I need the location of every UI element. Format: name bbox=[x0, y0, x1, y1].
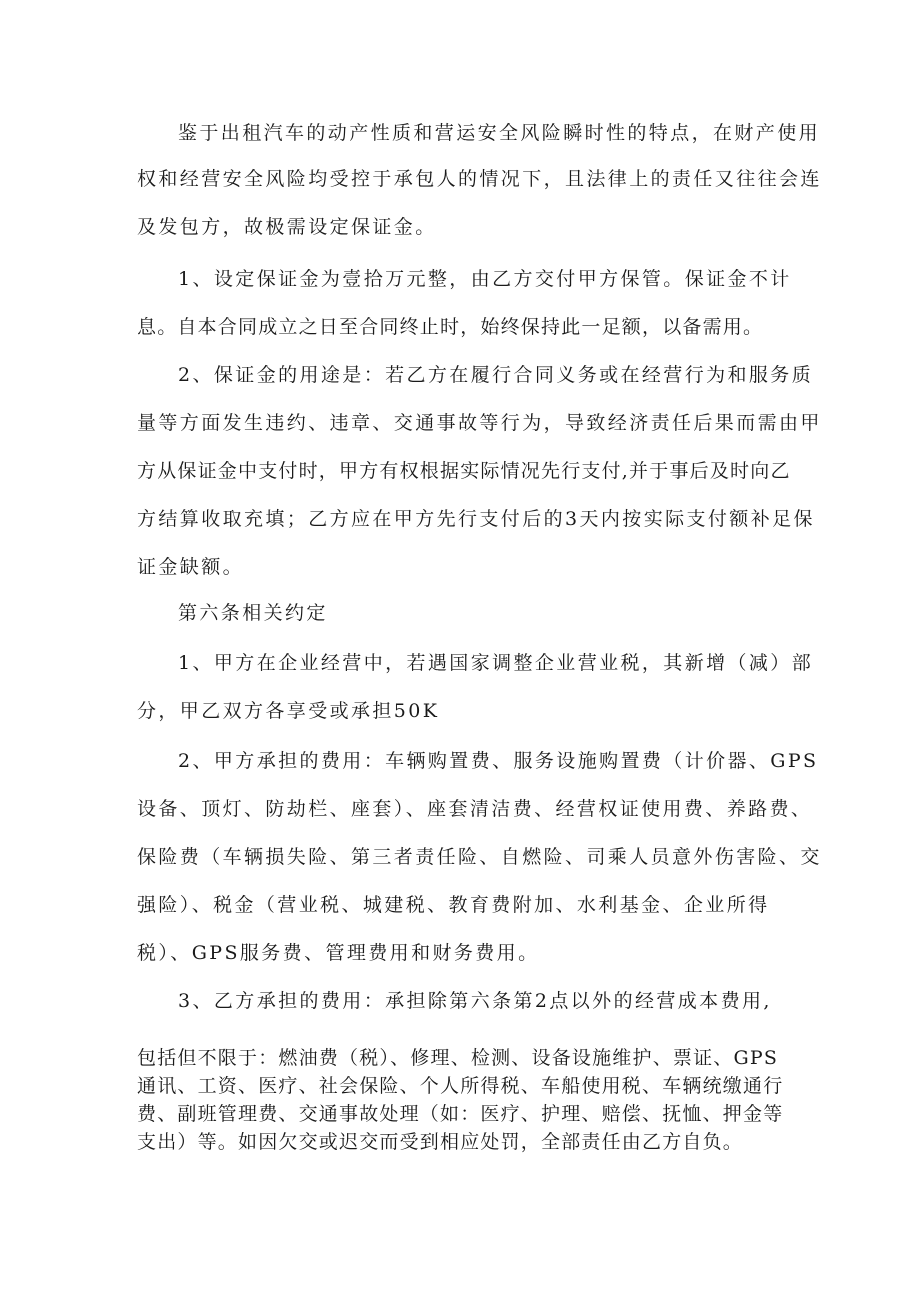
text-line-10: 证金缺额。 bbox=[137, 556, 245, 578]
text-line-6: 2、保证金的用途是：若乙方在履行合同义务或在经营行为和服务质 bbox=[178, 364, 814, 386]
text-line-19: 3、乙方承担的费用：承担除第六条第2点以外的经营成本费用, bbox=[178, 990, 772, 1012]
text-line-16: 保险费（车辆损失险、第三者责任险、自燃险、司乘人员意外伤害险、交 bbox=[137, 846, 822, 868]
text-line-17: 强险）、税金（营业税、城建税、教育费附加、水利基金、企业所得 bbox=[137, 894, 770, 916]
text-line-8: 方从保证金中支付时，甲方有权根据实际情况先行支付,并于事后及时向乙 bbox=[137, 460, 791, 482]
text-line-21: 通讯、工资、医疗、社会保险、个人所得税、车船使用税、车辆统缴通行 bbox=[137, 1075, 784, 1097]
text-line-5: 息。自本合同成立之日至合同终止时，始终保持此一足额，以备需用。 bbox=[137, 316, 764, 338]
section-heading: 第六条相关约定 bbox=[178, 602, 328, 624]
text-line-14: 2、甲方承担的费用：车辆购置费、服务设施购置费（计价器、GPS bbox=[178, 750, 819, 772]
text-line-2: 权和经营安全风险均受控于承包人的情况下，且法律上的责任又往往会连 bbox=[137, 168, 822, 190]
text-line-18: 税）、GPS服务费、管理费用和财务费用。 bbox=[137, 942, 540, 964]
text-line-20: 包括但不限于：燃油费（税）、修理、检测、设备设施维护、票证、GPS bbox=[137, 1047, 779, 1069]
text-line-4: 1、设定保证金为壹拾万元整，由乙方交付甲方保管。保证金不计 bbox=[178, 268, 792, 290]
text-line-22: 费、副班管理费、交通事故处理（如：医疗、护理、赔偿、抚恤、押金等 bbox=[137, 1103, 784, 1125]
text-line-7: 量等方面发生违约、违章、交通事故等行为，导致经济责任后果而需由甲 bbox=[137, 412, 822, 434]
text-line-1: 鉴于出租汽车的动产性质和营运安全风险瞬时性的特点，在财产使用 bbox=[178, 122, 821, 144]
text-line-3: 及发包方，故极需设定保证金。 bbox=[137, 216, 437, 238]
text-line-23: 支出）等。如因欠交或迟交而受到相应处罚，全部责任由乙方自负。 bbox=[137, 1131, 744, 1153]
text-line-13: 分，甲乙双方各享受或承担50K bbox=[137, 700, 440, 722]
text-line-12: 1、甲方在企业经营中，若遇国家调整企业营业税，其新增（减）部 bbox=[178, 652, 814, 674]
text-line-15: 设备、顶灯、防劫栏、座套）、座套清洁费、经营权证使用费、养路费、 bbox=[137, 798, 813, 820]
text-line-9: 方结算收取充填；乙方应在甲方先行支付后的3天内按实际支付额补足保 bbox=[137, 508, 815, 530]
